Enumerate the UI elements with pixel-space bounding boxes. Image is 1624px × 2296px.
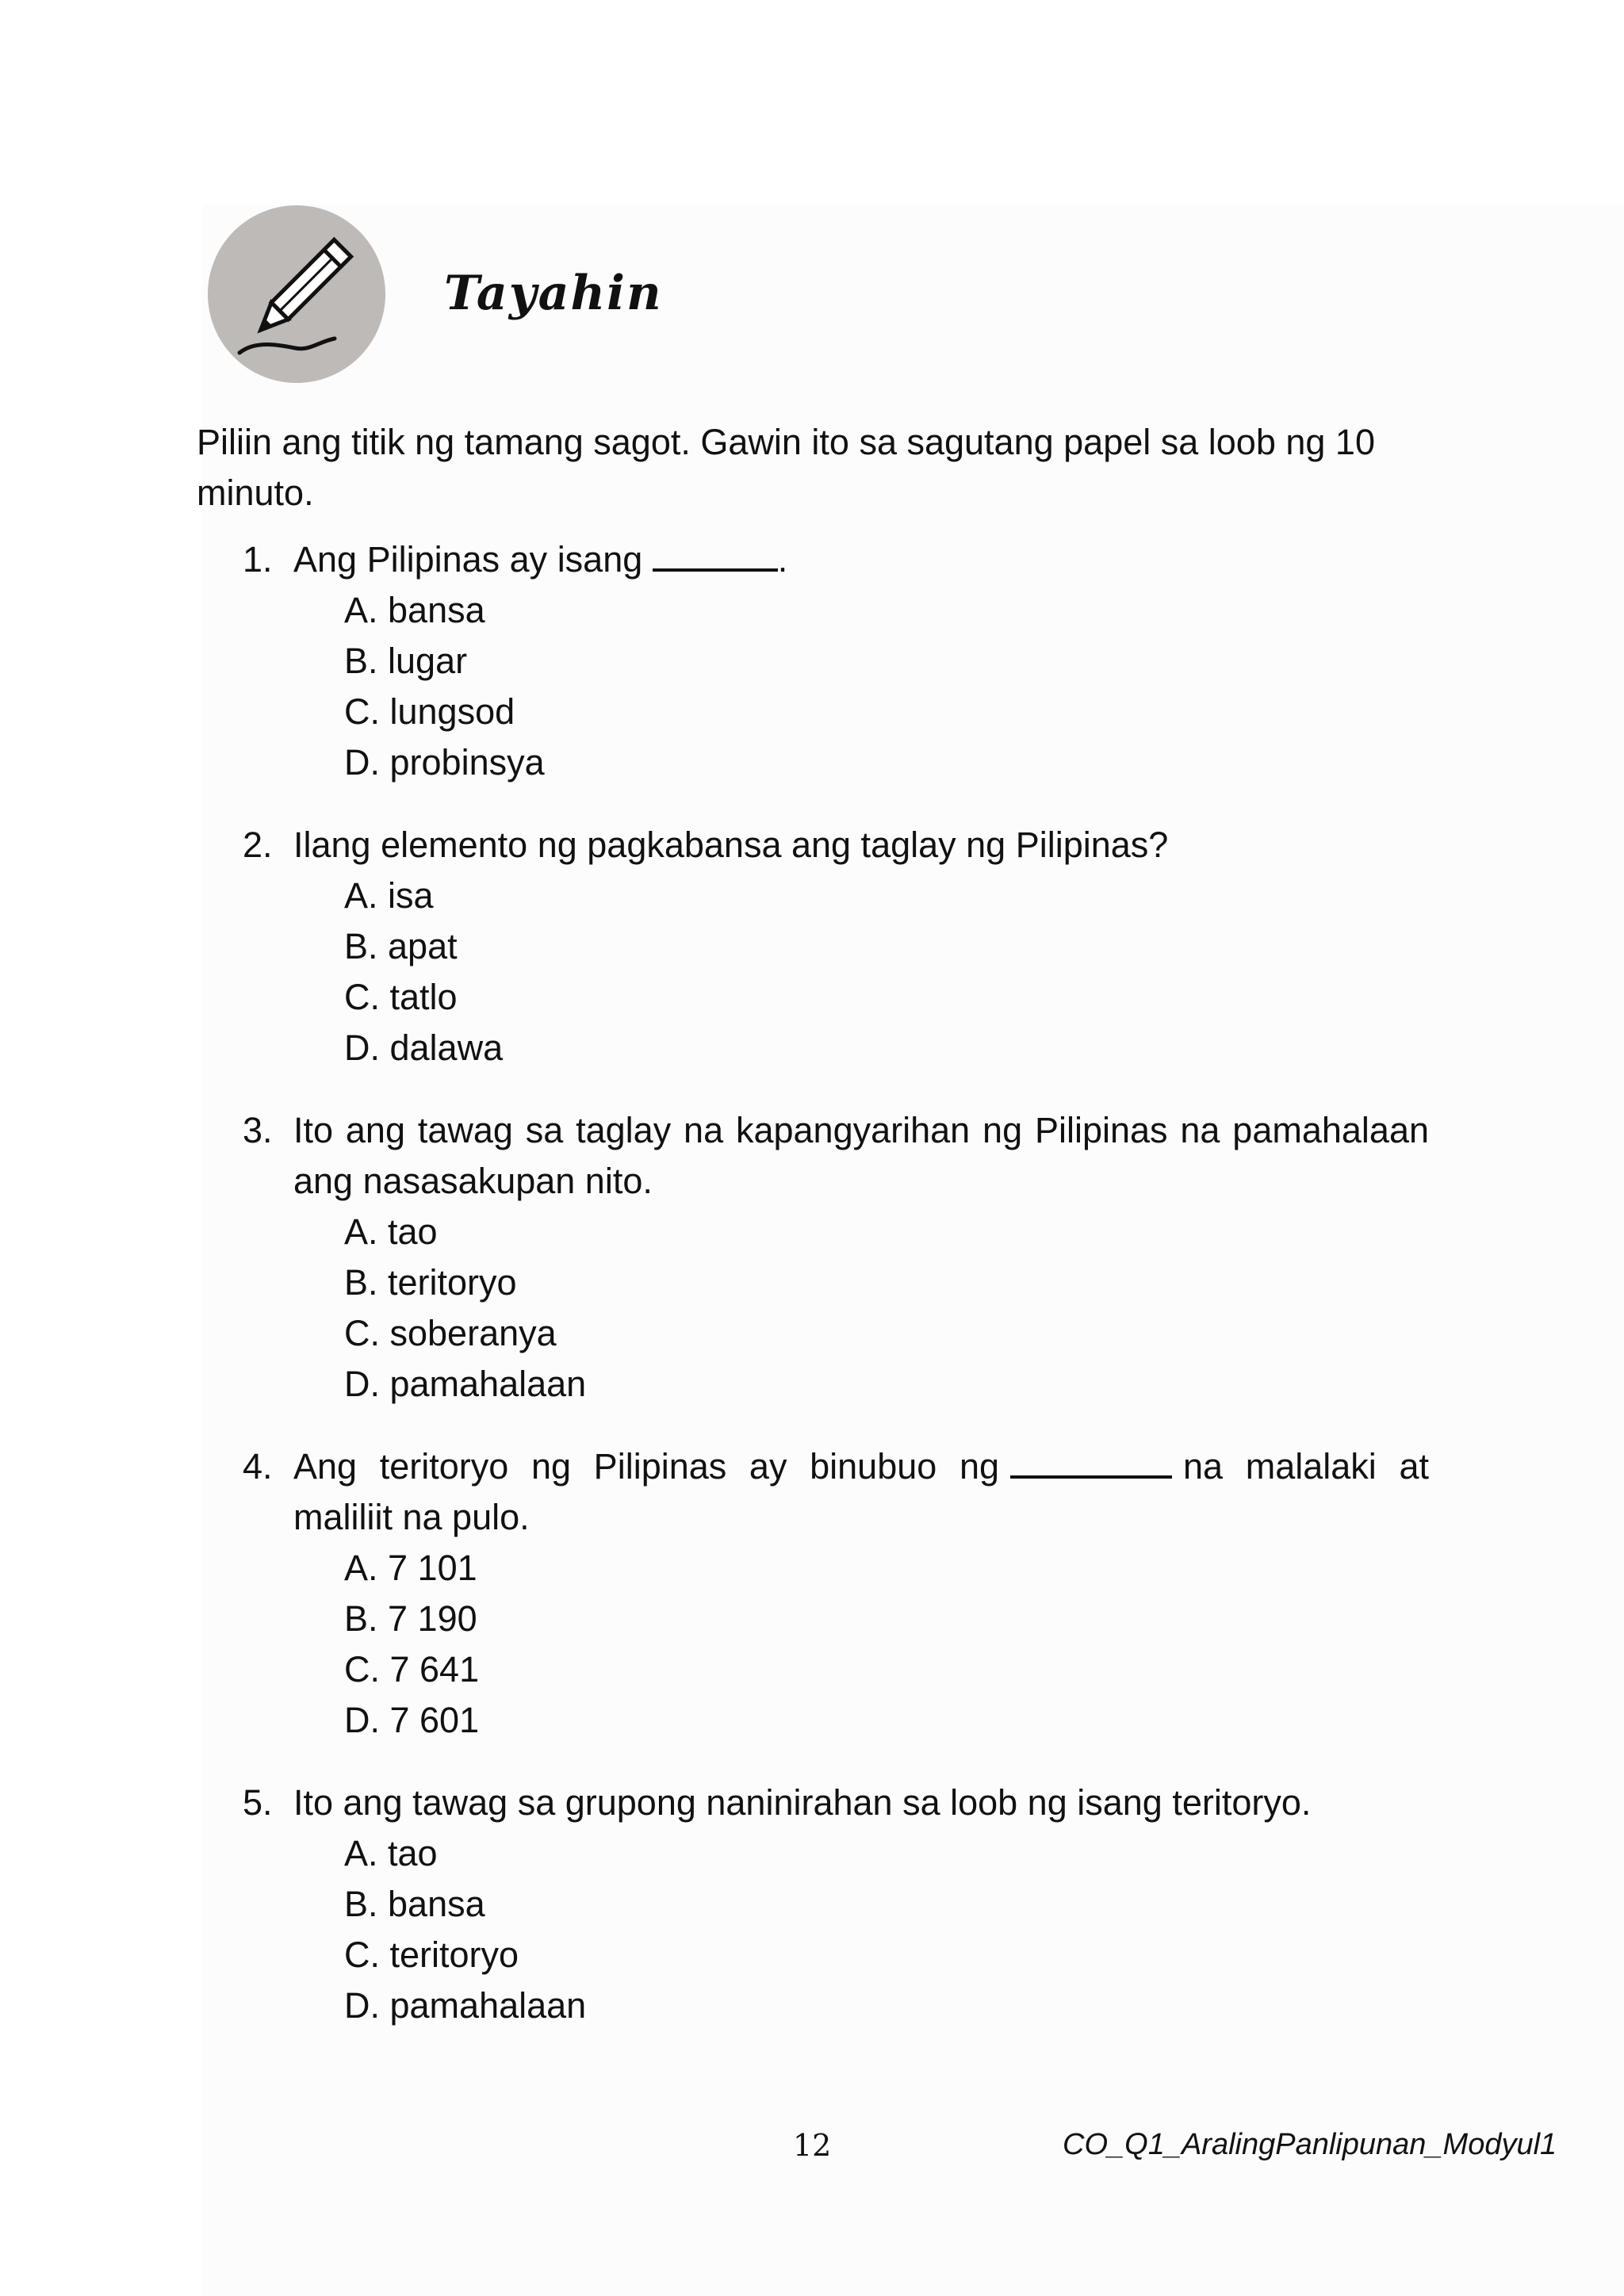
instructions-text: Piliin ang titik ng tamang sagot. Gawin ito sa sagutang papel sa loob ng 10 minuto.: [197, 422, 1375, 513]
choice-d: D. probinsya: [344, 742, 545, 783]
question-number: 4.: [243, 1446, 273, 1487]
question-number: 1.: [243, 539, 273, 580]
choice-c: C. lungsod: [344, 691, 515, 732]
answer-blank: [653, 538, 778, 572]
choice-d: D. pamahalaan: [344, 1364, 587, 1404]
module-code: CO_Q1_AralingPanlipunan_Modyul1: [1063, 2128, 1557, 2161]
choice-b: B. bansa: [344, 1884, 485, 1924]
choice-list: [243, 1543, 1429, 1746]
choice-a: A. bansa: [344, 590, 485, 630]
question-2: [243, 820, 1429, 1073]
question-text: Ito ang tawag sa grupong naninirahan sa loob ng isang teritoryo.: [293, 1782, 1312, 1823]
choice-a: A. tao: [344, 1833, 438, 1873]
choice-d: D. 7 601: [344, 1700, 480, 1740]
question-5: [243, 1777, 1429, 2031]
question-text-start: Ang teritoryo ng Pilipinas ay binubuo ng: [293, 1446, 1000, 1487]
choice-b: B. apat: [344, 926, 458, 966]
choice-list: [243, 1207, 1429, 1410]
choice-a: A. tao: [344, 1211, 438, 1252]
pencil-icon: [208, 205, 385, 383]
answer-blank: [1010, 1445, 1172, 1479]
question-text: Ito ang tawag sa taglay na kapangyarihan ng Pilipinas na pamahalaan ang nasasakupan nito.: [293, 1110, 1429, 1201]
choice-b: B. 7 190: [344, 1598, 477, 1639]
question-4: [243, 1441, 1429, 1746]
choice-c: C. 7 641: [344, 1649, 480, 1689]
choice-b: B. lugar: [344, 641, 468, 681]
question-list: [243, 534, 1429, 2063]
question-text: [293, 1441, 1429, 1543]
choice-c: C. tatlo: [344, 977, 458, 1017]
choice-c: C. soberanya: [344, 1313, 557, 1353]
choice-c: C. teritoryo: [344, 1934, 519, 1975]
question-text-start: Ang Pilipinas ay isang: [293, 539, 643, 580]
choice-list: [243, 1828, 1429, 2031]
choice-a: A. 7 101: [344, 1548, 477, 1588]
choice-d: D. dalawa: [344, 1027, 504, 1068]
choice-b: B. teritoryo: [344, 1262, 517, 1303]
question-1: [243, 534, 1429, 788]
question-text: [293, 534, 1429, 585]
page-number: 12: [793, 2128, 832, 2163]
choice-list: [243, 871, 1429, 1073]
question-number: 5.: [243, 1782, 273, 1823]
question-number: 2.: [243, 825, 273, 865]
choice-d: D. pamahalaan: [344, 1985, 587, 2026]
section-title: Tayahin: [444, 266, 663, 321]
question-text: Ilang elemento ng pagkabansa ang taglay ng Pilipinas?: [293, 825, 1169, 865]
choice-list: [243, 585, 1429, 788]
choice-a: A. isa: [344, 875, 434, 916]
question-3: [243, 1105, 1429, 1410]
question-text-end: na malalaki at maliliit na pulo.: [293, 1446, 1429, 1537]
question-number: 3.: [243, 1110, 273, 1150]
question-text-end: .: [777, 539, 788, 580]
